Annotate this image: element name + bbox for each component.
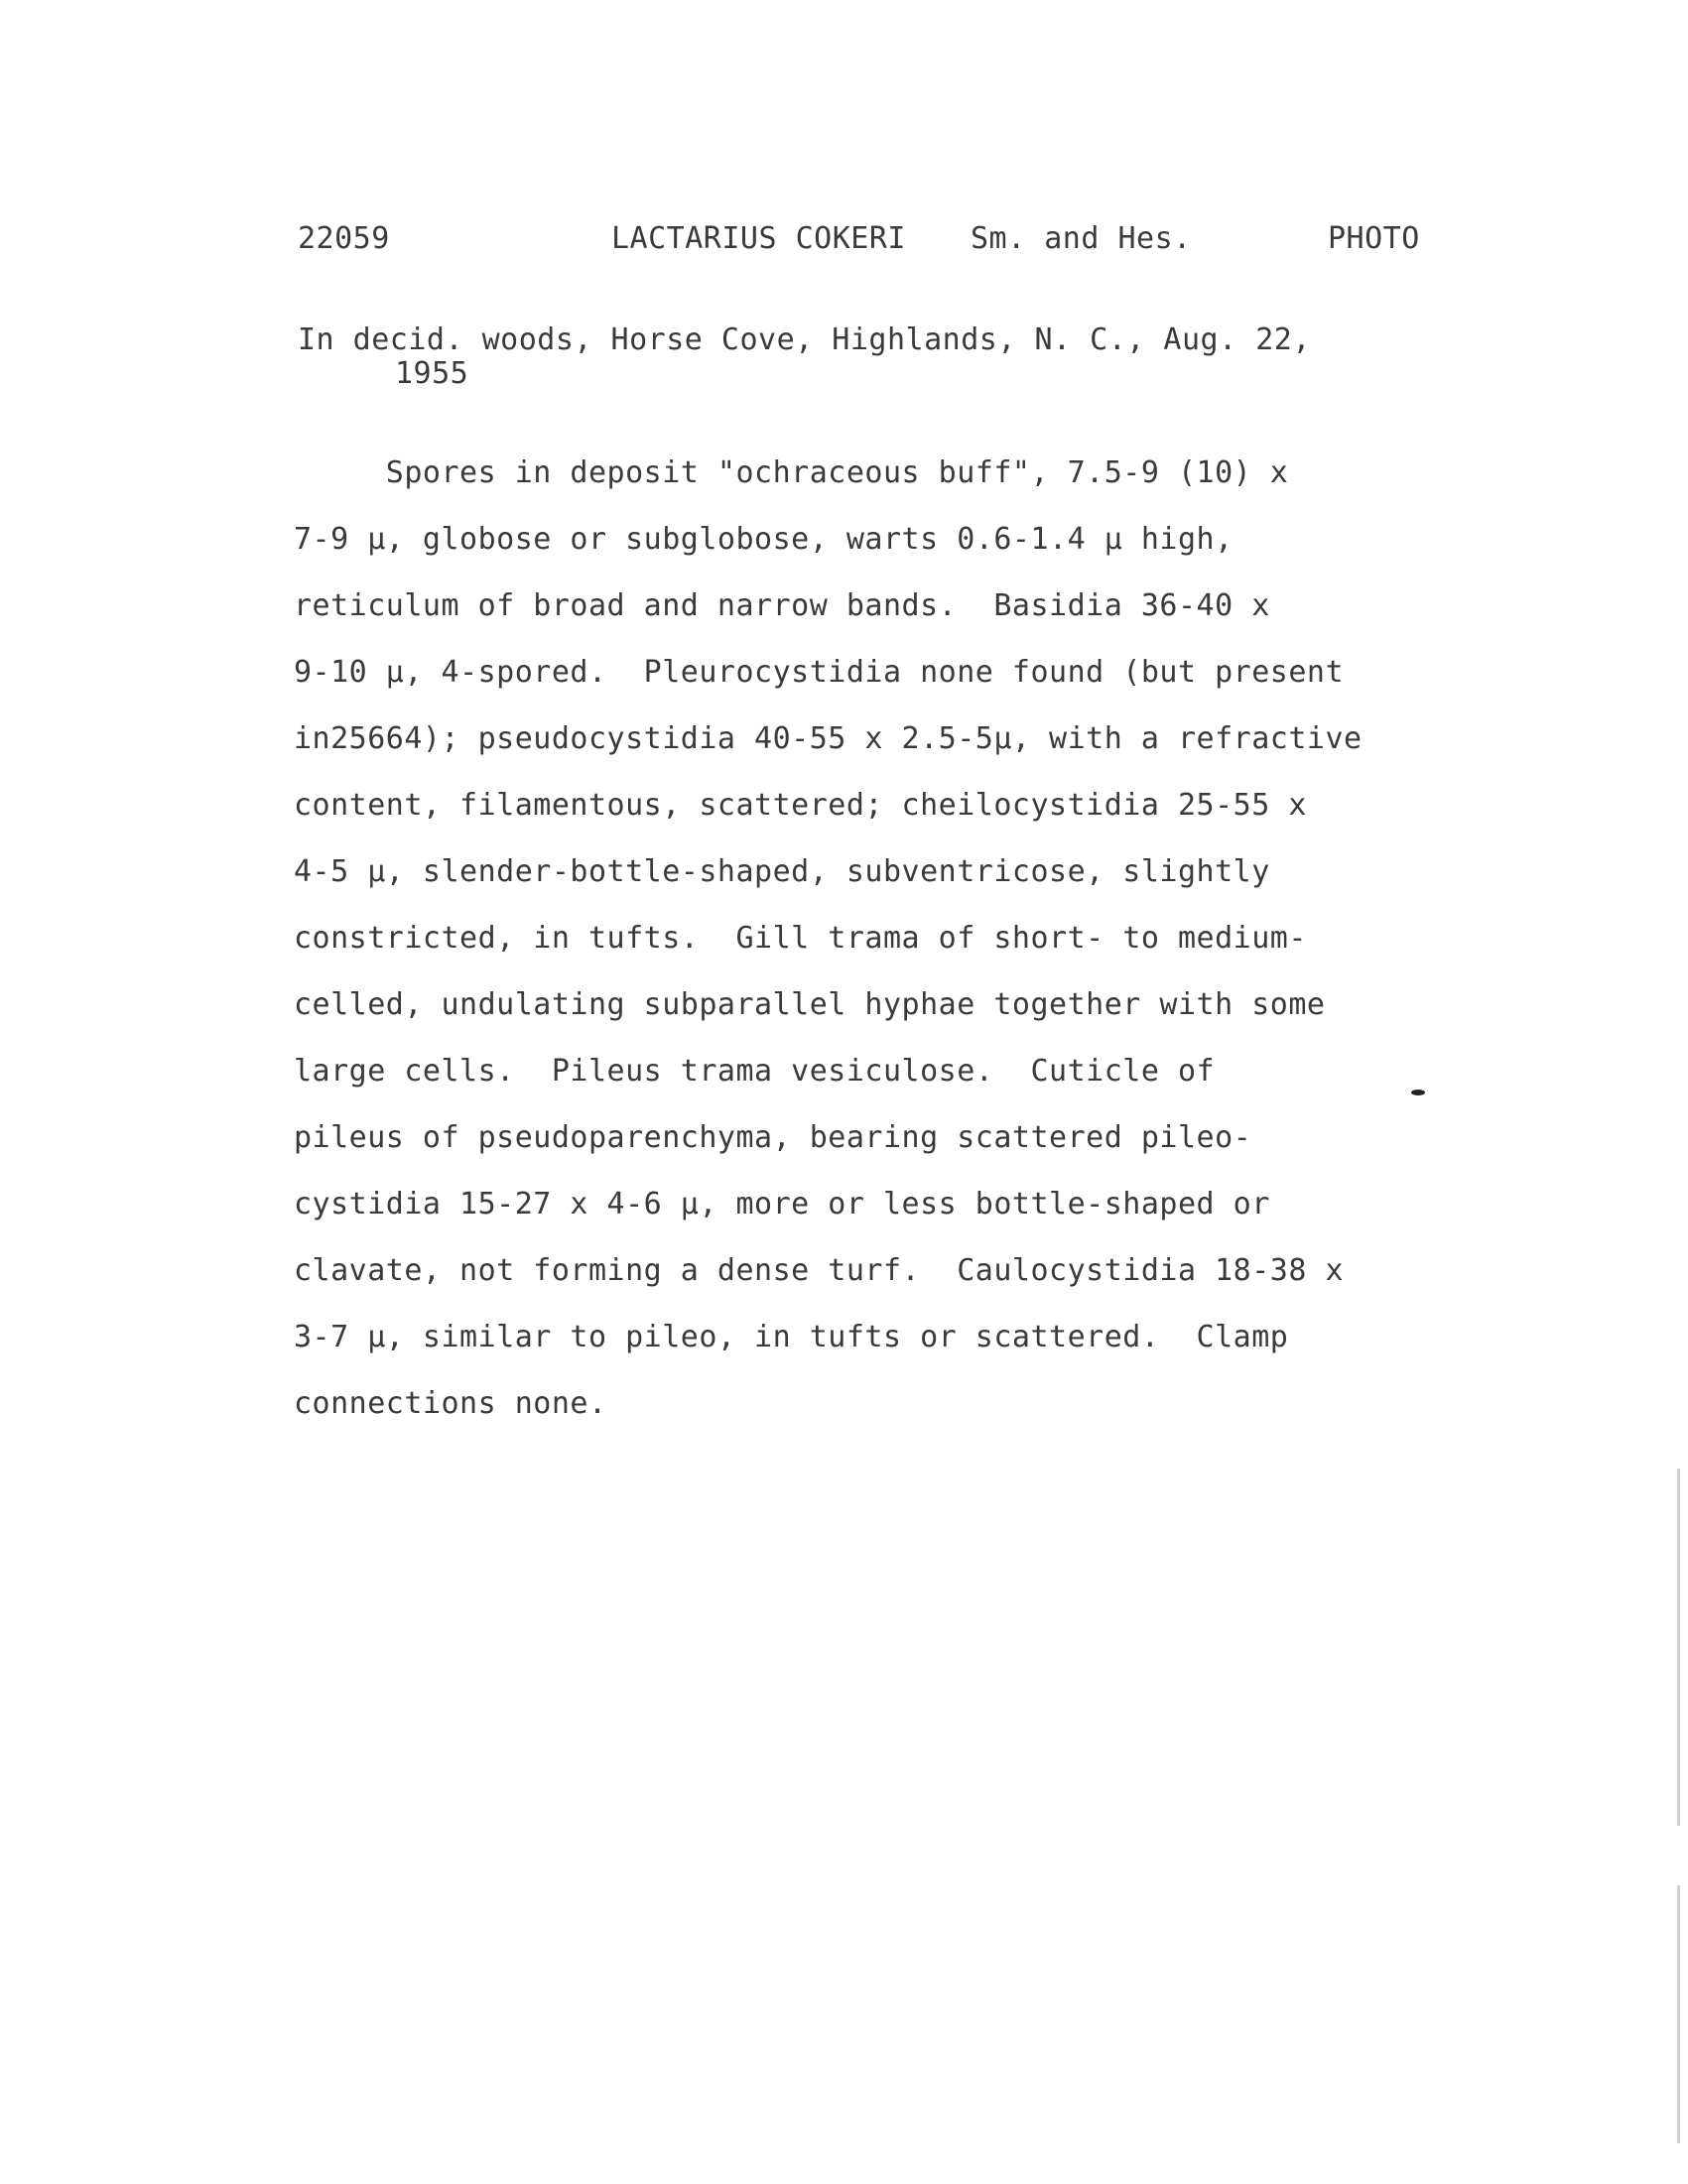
description-line: 3-7 µ, similar to pileo, in tufts or scattered. Clamp xyxy=(294,1320,1289,1354)
description-line: clavate, not forming a dense turf. Caulocystidia 18-38 x xyxy=(294,1253,1345,1288)
description-line: large cells. Pileus trama vesiculose. Cuticle of xyxy=(294,1054,1216,1089)
description-line: content, filamentous, scattered; cheilocystidia 25-55 x xyxy=(294,788,1307,823)
description-line: 9-10 µ, 4-spored. Pleurocystidia none found (but present xyxy=(294,655,1345,690)
photo-label: PHOTO xyxy=(1328,221,1420,256)
description-line: cystidia 15-27 x 4-6 µ, more or less bottle-shaped or xyxy=(294,1187,1270,1221)
locality-line-1: In decid. woods, Horse Cove, Highlands, N. C., Aug. 22, xyxy=(298,322,1311,357)
locality-year: 1955 xyxy=(395,356,469,391)
scan-edge-mark xyxy=(1677,1469,1680,1826)
species-name: LACTARIUS COKERI xyxy=(611,221,906,256)
description-line: 4-5 µ, slender-bottle-shaped, subventricose, slightly xyxy=(294,854,1270,889)
description-line: 7-9 µ, globose or subglobose, warts 0.6-1.4 µ high, xyxy=(294,522,1234,557)
description-line: celled, undulating subparallel hyphae together with some xyxy=(294,987,1326,1022)
description-line: in25664); pseudocystidia 40-55 x 2.5-5µ, with a refractive xyxy=(294,721,1363,756)
description-line: Spores in deposit "ochraceous buff", 7.5-9 (10) x xyxy=(294,455,1289,490)
scan-speck xyxy=(1411,1090,1425,1095)
description-line: reticulum of broad and narrow bands. Basidia 36-40 x xyxy=(294,588,1270,623)
description-line: connections none. xyxy=(294,1386,607,1421)
scan-edge-mark xyxy=(1677,1885,1680,2143)
description-line: constricted, in tufts. Gill trama of short- to medium- xyxy=(294,921,1307,956)
description-line: pileus of pseudoparenchyma, bearing scattered pileo- xyxy=(294,1120,1252,1155)
accession-number: 22059 xyxy=(298,221,390,256)
species-authority: Sm. and Hes. xyxy=(971,221,1192,256)
